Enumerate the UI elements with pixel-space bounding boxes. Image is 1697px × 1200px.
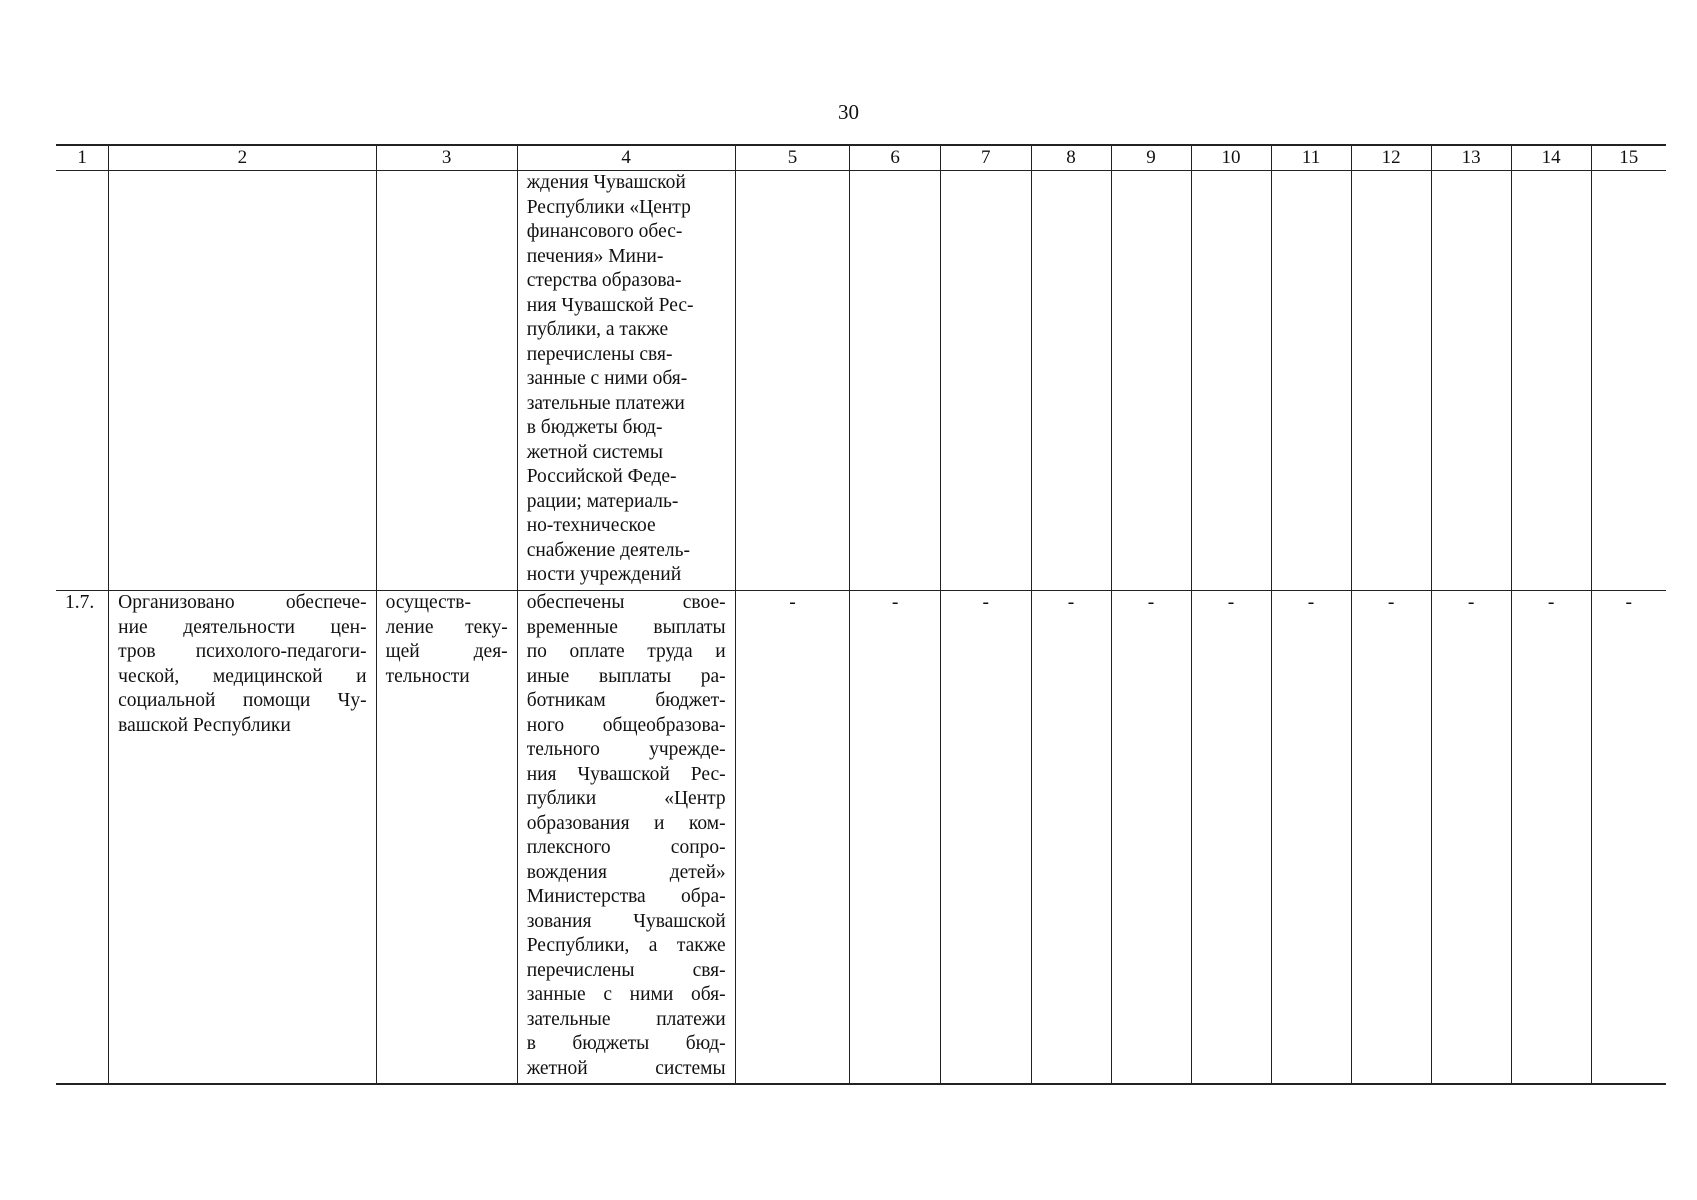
- empty-cell: [1591, 171, 1666, 591]
- column-number: 15: [1591, 145, 1666, 171]
- empty-cell: [735, 171, 850, 591]
- text-line: в бюджеты бюд-: [526, 1033, 726, 1054]
- column-number: 7: [940, 145, 1031, 171]
- text-line: в бюджеты бюд-: [526, 417, 663, 438]
- text-line: тельного учрежде-: [526, 739, 726, 760]
- text-line: ление теку-: [385, 616, 508, 638]
- text-line: иные выплаты ра-: [526, 665, 726, 687]
- value-cell: -: [735, 591, 850, 1085]
- text-line: ние деятельности цен-: [118, 616, 367, 638]
- text-line: жетной системы: [526, 1057, 726, 1079]
- text-line: плексного сопро-: [526, 837, 726, 858]
- empty-cell: [1351, 171, 1431, 591]
- empty-cell: [850, 171, 941, 591]
- text-line: публики, а также: [526, 319, 669, 340]
- text-line: зательные платежи: [526, 1008, 726, 1030]
- text-line: ности учреждений: [526, 564, 682, 585]
- value-cell: -: [1031, 591, 1111, 1085]
- text-line: рации; материаль-: [526, 490, 679, 512]
- text-line: занные с ними обя-: [526, 984, 726, 1005]
- column-number: 12: [1351, 145, 1431, 171]
- empty-cell: [376, 171, 517, 591]
- text-line: тельности: [385, 665, 470, 687]
- text-line: вождения детей»: [526, 861, 726, 883]
- text-line: Республики, а также: [526, 935, 726, 956]
- text-line: стерства образова-: [526, 270, 682, 291]
- empty-cell: [109, 171, 376, 591]
- text-line: перечислены свя-: [526, 959, 726, 981]
- empty-cell: [1191, 171, 1271, 591]
- text-line: занные с ними обя-: [526, 368, 688, 389]
- text-line: по оплате труда и: [526, 641, 726, 662]
- text-line: перечислены свя-: [526, 343, 673, 365]
- text-line: но-техническое: [526, 515, 656, 536]
- characteristic-cell: [376, 591, 517, 1085]
- empty-cell: [940, 171, 1031, 591]
- column-number-row: [56, 145, 1666, 171]
- text-line: ного общеобразова-: [526, 714, 726, 736]
- value-cell: -: [1111, 591, 1191, 1085]
- column-number: 2: [109, 145, 376, 171]
- empty-cell: [1271, 171, 1351, 591]
- item-number: 1.7.: [56, 591, 109, 1085]
- text-line: социальной помощи Чу-: [118, 690, 367, 711]
- column-number: 3: [376, 145, 517, 171]
- text-line: зования Чувашской: [526, 910, 726, 932]
- text-line: Российской Феде-: [526, 466, 677, 487]
- value-cell: -: [1271, 591, 1351, 1085]
- text-line: щей дея-: [385, 641, 508, 662]
- text-line: образования и ком-: [526, 812, 726, 834]
- text-line: обеспечены свое-: [526, 592, 726, 613]
- empty-cell: [1031, 171, 1111, 591]
- empty-cell: [1111, 171, 1191, 591]
- text-line: снабжение деятель-: [526, 539, 690, 561]
- text-line: временные выплаты: [526, 616, 726, 638]
- column-number: 10: [1191, 145, 1271, 171]
- value-cell: -: [1191, 591, 1271, 1085]
- column-number: 14: [1511, 145, 1591, 171]
- text-line: жетной системы: [526, 441, 663, 463]
- value-cell: -: [1431, 591, 1511, 1085]
- text-line: осуществ-: [385, 592, 472, 613]
- value-cell: -: [1511, 591, 1591, 1085]
- column-number: 4: [517, 145, 735, 171]
- empty-cell: [1511, 171, 1591, 591]
- column-number: 13: [1431, 145, 1511, 171]
- column-number: 9: [1111, 145, 1191, 171]
- empty-cell: [56, 171, 109, 591]
- measure-name-cell: [109, 591, 376, 1085]
- column-number: 5: [735, 145, 850, 171]
- text-line: ждения Чувашской: [526, 172, 686, 193]
- column-number: 8: [1031, 145, 1111, 171]
- result-description-cell: [517, 591, 735, 1085]
- value-cell: -: [940, 591, 1031, 1085]
- result-description-cell: [517, 171, 735, 591]
- column-number: 6: [850, 145, 941, 171]
- text-line: Организовано обеспече-: [118, 592, 367, 613]
- text-line: Министерства обра-: [526, 886, 726, 907]
- text-line: Республики «Центр: [526, 196, 691, 218]
- page-number: 30: [838, 100, 859, 124]
- value-cell: -: [850, 591, 941, 1085]
- column-number: 11: [1271, 145, 1351, 171]
- value-cell: -: [1591, 591, 1666, 1085]
- text-line: финансового обес-: [526, 221, 683, 242]
- text-line: зательные платежи: [526, 392, 685, 414]
- text-line: ческой, медицинской и: [118, 665, 367, 687]
- column-number: 1: [56, 145, 109, 171]
- text-line: ния Чувашской Рес-: [526, 763, 726, 785]
- empty-cell: [1431, 171, 1511, 591]
- table-row-1-7: [56, 591, 1666, 1085]
- text-line: ния Чувашской Рес-: [526, 294, 694, 316]
- measures-table: [56, 144, 1666, 1085]
- text-line: тров психолого-педагоги-: [118, 641, 367, 662]
- text-line: публики «Центр: [526, 788, 726, 809]
- text-line: ботникам бюджет-: [526, 690, 726, 711]
- continuation-row: [56, 171, 1666, 591]
- text-line: печения» Мини-: [526, 245, 664, 267]
- text-line: вашской Республики: [118, 714, 291, 736]
- value-cell: -: [1351, 591, 1431, 1085]
